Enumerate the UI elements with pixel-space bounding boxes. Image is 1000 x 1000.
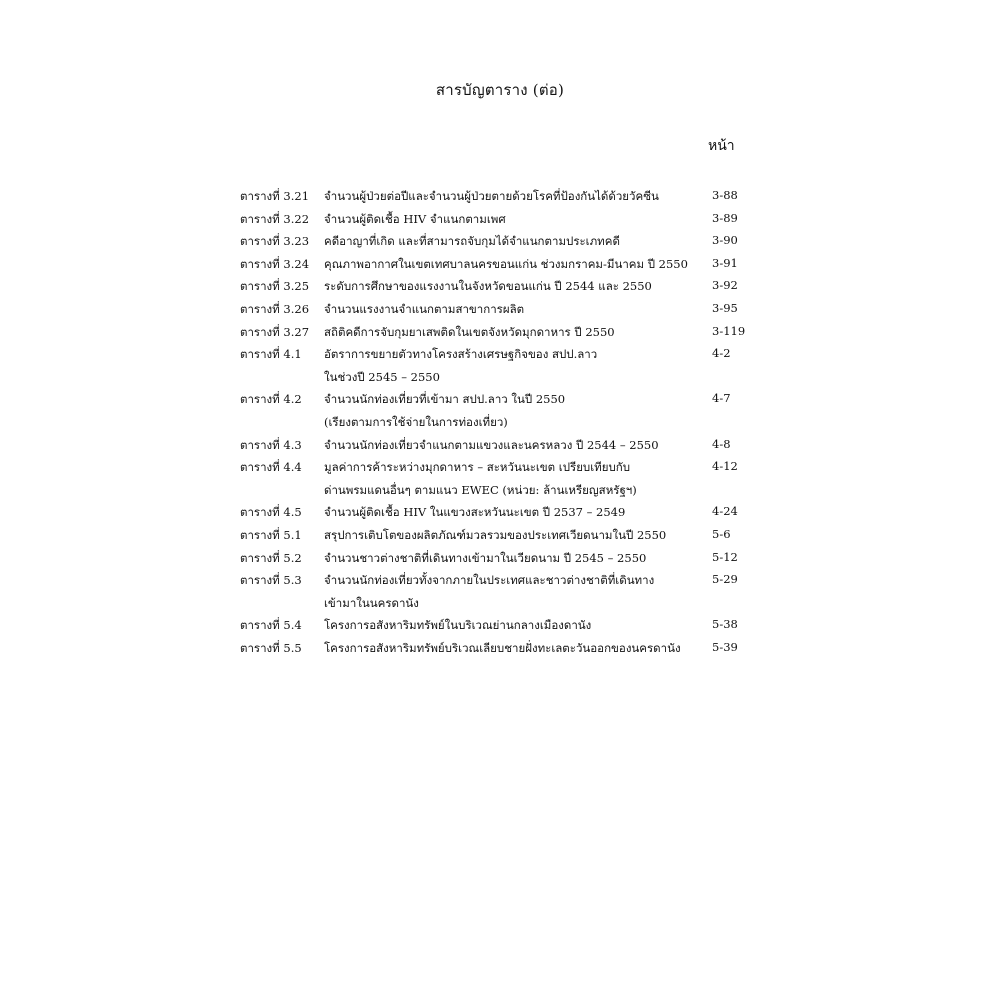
toc-row-page: 5-29 (712, 572, 738, 587)
toc-row (240, 455, 760, 478)
toc-row-label: ตารางที่ 4.1 (240, 347, 302, 362)
toc-row-text: จำนวนผู้ป่วยต่อปีและจำนวนผู้ป่วยตายด้วยโรคที่ป้องกันได้ด้วยวัคซีน (324, 189, 659, 203)
toc-row-text: ด่านพรมแดนอื่นๆ ตามแนว EWEC (หน่วย: ล้านเหรียญสหรัฐฯ) (324, 482, 637, 497)
toc-row-continuation (240, 365, 760, 388)
toc-row-text: โครงการอสังหาริมทรัพย์บริเวณเลียบชายฝั่งทะเลตะวันออกของนครดานัง (324, 640, 681, 655)
toc-row-label: ตารางที่ 4.2 (240, 392, 302, 407)
toc-row (240, 184, 760, 207)
toc-row-text: เข้ามาในนครดานัง (324, 595, 419, 610)
toc-row-text: จำนวนนักท่องเที่ยวทั้งจากภายในประเทศและชาวต่างชาติที่เดินทาง (324, 573, 655, 588)
toc-row-page: 5-39 (712, 639, 738, 654)
toc-row-label: ตารางที่ 3.21 (240, 189, 310, 203)
toc-row-page: 5-38 (712, 617, 738, 632)
toc-row-continuation (240, 478, 760, 501)
page-number-column-header: หน้า (708, 138, 735, 154)
toc-row-label: ตารางที่ 3.24 (240, 256, 310, 271)
toc-row (240, 342, 760, 365)
toc-row (240, 568, 760, 591)
toc-row-label: ตารางที่ 5.4 (240, 618, 302, 633)
toc-row-page: 4-12 (712, 459, 738, 474)
toc-row-label: ตารางที่ 3.27 (240, 324, 310, 339)
toc-row (240, 252, 760, 275)
toc-row-text: อัตราการขยายตัวทางโครงสร้างเศรษฐกิจของ สปป.ลาว (324, 347, 598, 362)
toc-row (240, 546, 760, 569)
toc-row-label: ตารางที่ 4.3 (240, 437, 302, 452)
toc-row (240, 387, 760, 410)
toc-row-label: ตารางที่ 3.26 (240, 301, 310, 316)
toc-row-text: จำนวนผู้ติดเชื้อ HIV ในแขวงสะหวันนะเขต ปี 2537 – 2549 (324, 505, 626, 520)
toc-row-label: ตารางที่ 4.4 (240, 460, 302, 475)
toc-row-page: 3-90 (712, 233, 738, 248)
toc-row (240, 523, 760, 546)
toc-row-text: คุณภาพอากาศในเขตเทศบาลนครขอนแก่น ช่วงมกราคม-มีนาคม ปี 2550 (324, 256, 688, 271)
toc-row (240, 297, 760, 320)
toc-row-continuation (240, 410, 760, 433)
toc-row-page: 5-12 (712, 549, 738, 564)
toc-row (240, 320, 760, 343)
toc-row-label: ตารางที่ 3.23 (240, 234, 310, 249)
page-title: สารบัญตาราง (ต่อ) (435, 81, 565, 99)
toc-row-page: 3-95 (712, 300, 738, 315)
toc-row-text: โครงการอสังหาริมทรัพย์ในบริเวณย่านกลางเมืองดานัง (324, 618, 592, 633)
toc-row-label: ตารางที่ 5.5 (240, 640, 302, 655)
toc-row-text: สถิติคดีการจับกุมยาเสพติดในเขตจังหวัดมุกดาหาร ปี 2550 (324, 324, 615, 339)
toc-row (240, 229, 760, 252)
toc-row-text: จำนวนชาวต่างชาติที่เดินทางเข้ามาในเวียดนาม ปี 2545 – 2550 (324, 550, 647, 565)
toc-row-page: 4-7 (712, 391, 731, 406)
toc-row (240, 613, 760, 636)
toc-row-page: 4-8 (712, 436, 731, 451)
table-of-contents (240, 184, 760, 658)
toc-row (240, 500, 760, 523)
toc-row-text: จำนวนผู้ติดเชื้อ HIV จำแนกตามเพศ (324, 211, 506, 226)
toc-row-label: ตารางที่ 5.2 (240, 550, 302, 565)
toc-row-text: (เรียงตามการใช้จ่ายในการท่องเที่ยว) (324, 414, 508, 429)
toc-row-page: 3-91 (712, 255, 738, 270)
toc-row-page: 3-89 (712, 210, 738, 225)
toc-row-page: 3-92 (712, 278, 738, 293)
toc-row-text: คดีอาญาที่เกิด และที่สามารถจับกุมได้จำแนกตามประเภทคดี (324, 234, 620, 249)
toc-row-label: ตารางที่ 5.1 (240, 527, 302, 542)
toc-row-page: 3-88 (712, 188, 738, 202)
toc-row (240, 207, 760, 230)
toc-row-page: 4-24 (712, 504, 738, 519)
toc-row-text: ระดับการศึกษาของแรงงานในจังหวัดขอนแก่น ปี 2544 และ 2550 (324, 279, 652, 294)
toc-row-text: จำนวนนักท่องเที่ยวที่เข้ามา สปป.ลาว ในปี 2550 (324, 392, 566, 407)
toc-row-continuation (240, 591, 760, 614)
toc-row (240, 433, 760, 456)
toc-row (240, 636, 760, 659)
toc-row (240, 274, 760, 297)
toc-row-text: จำนวนนักท่องเที่ยวจำแนกตามแขวงและนครหลวง ปี 2544 – 2550 (324, 437, 659, 452)
toc-row-page: 5-6 (712, 526, 731, 541)
toc-row-page: 4-2 (712, 346, 731, 361)
toc-row-text: จำนวนแรงงานจำแนกตามสาขาการผลิต (324, 301, 525, 316)
toc-row-text: สรุปการเติบโตของผลิตภัณฑ์มวลรวมของประเทศเวียดนามในปี 2550 (324, 527, 667, 542)
toc-row-label: ตารางที่ 4.5 (240, 505, 302, 520)
toc-row-text: มูลค่าการค้าระหว่างมุกดาหาร – สะหวันนะเขต เปรียบเทียบกับ (324, 460, 631, 475)
toc-row-label: ตารางที่ 5.3 (240, 573, 302, 588)
toc-row-label: ตารางที่ 3.25 (240, 279, 310, 294)
toc-row-page: 3-119 (712, 323, 746, 338)
toc-row-label: ตารางที่ 3.22 (240, 211, 310, 226)
toc-row-text: ในช่วงปี 2545 – 2550 (324, 369, 440, 384)
